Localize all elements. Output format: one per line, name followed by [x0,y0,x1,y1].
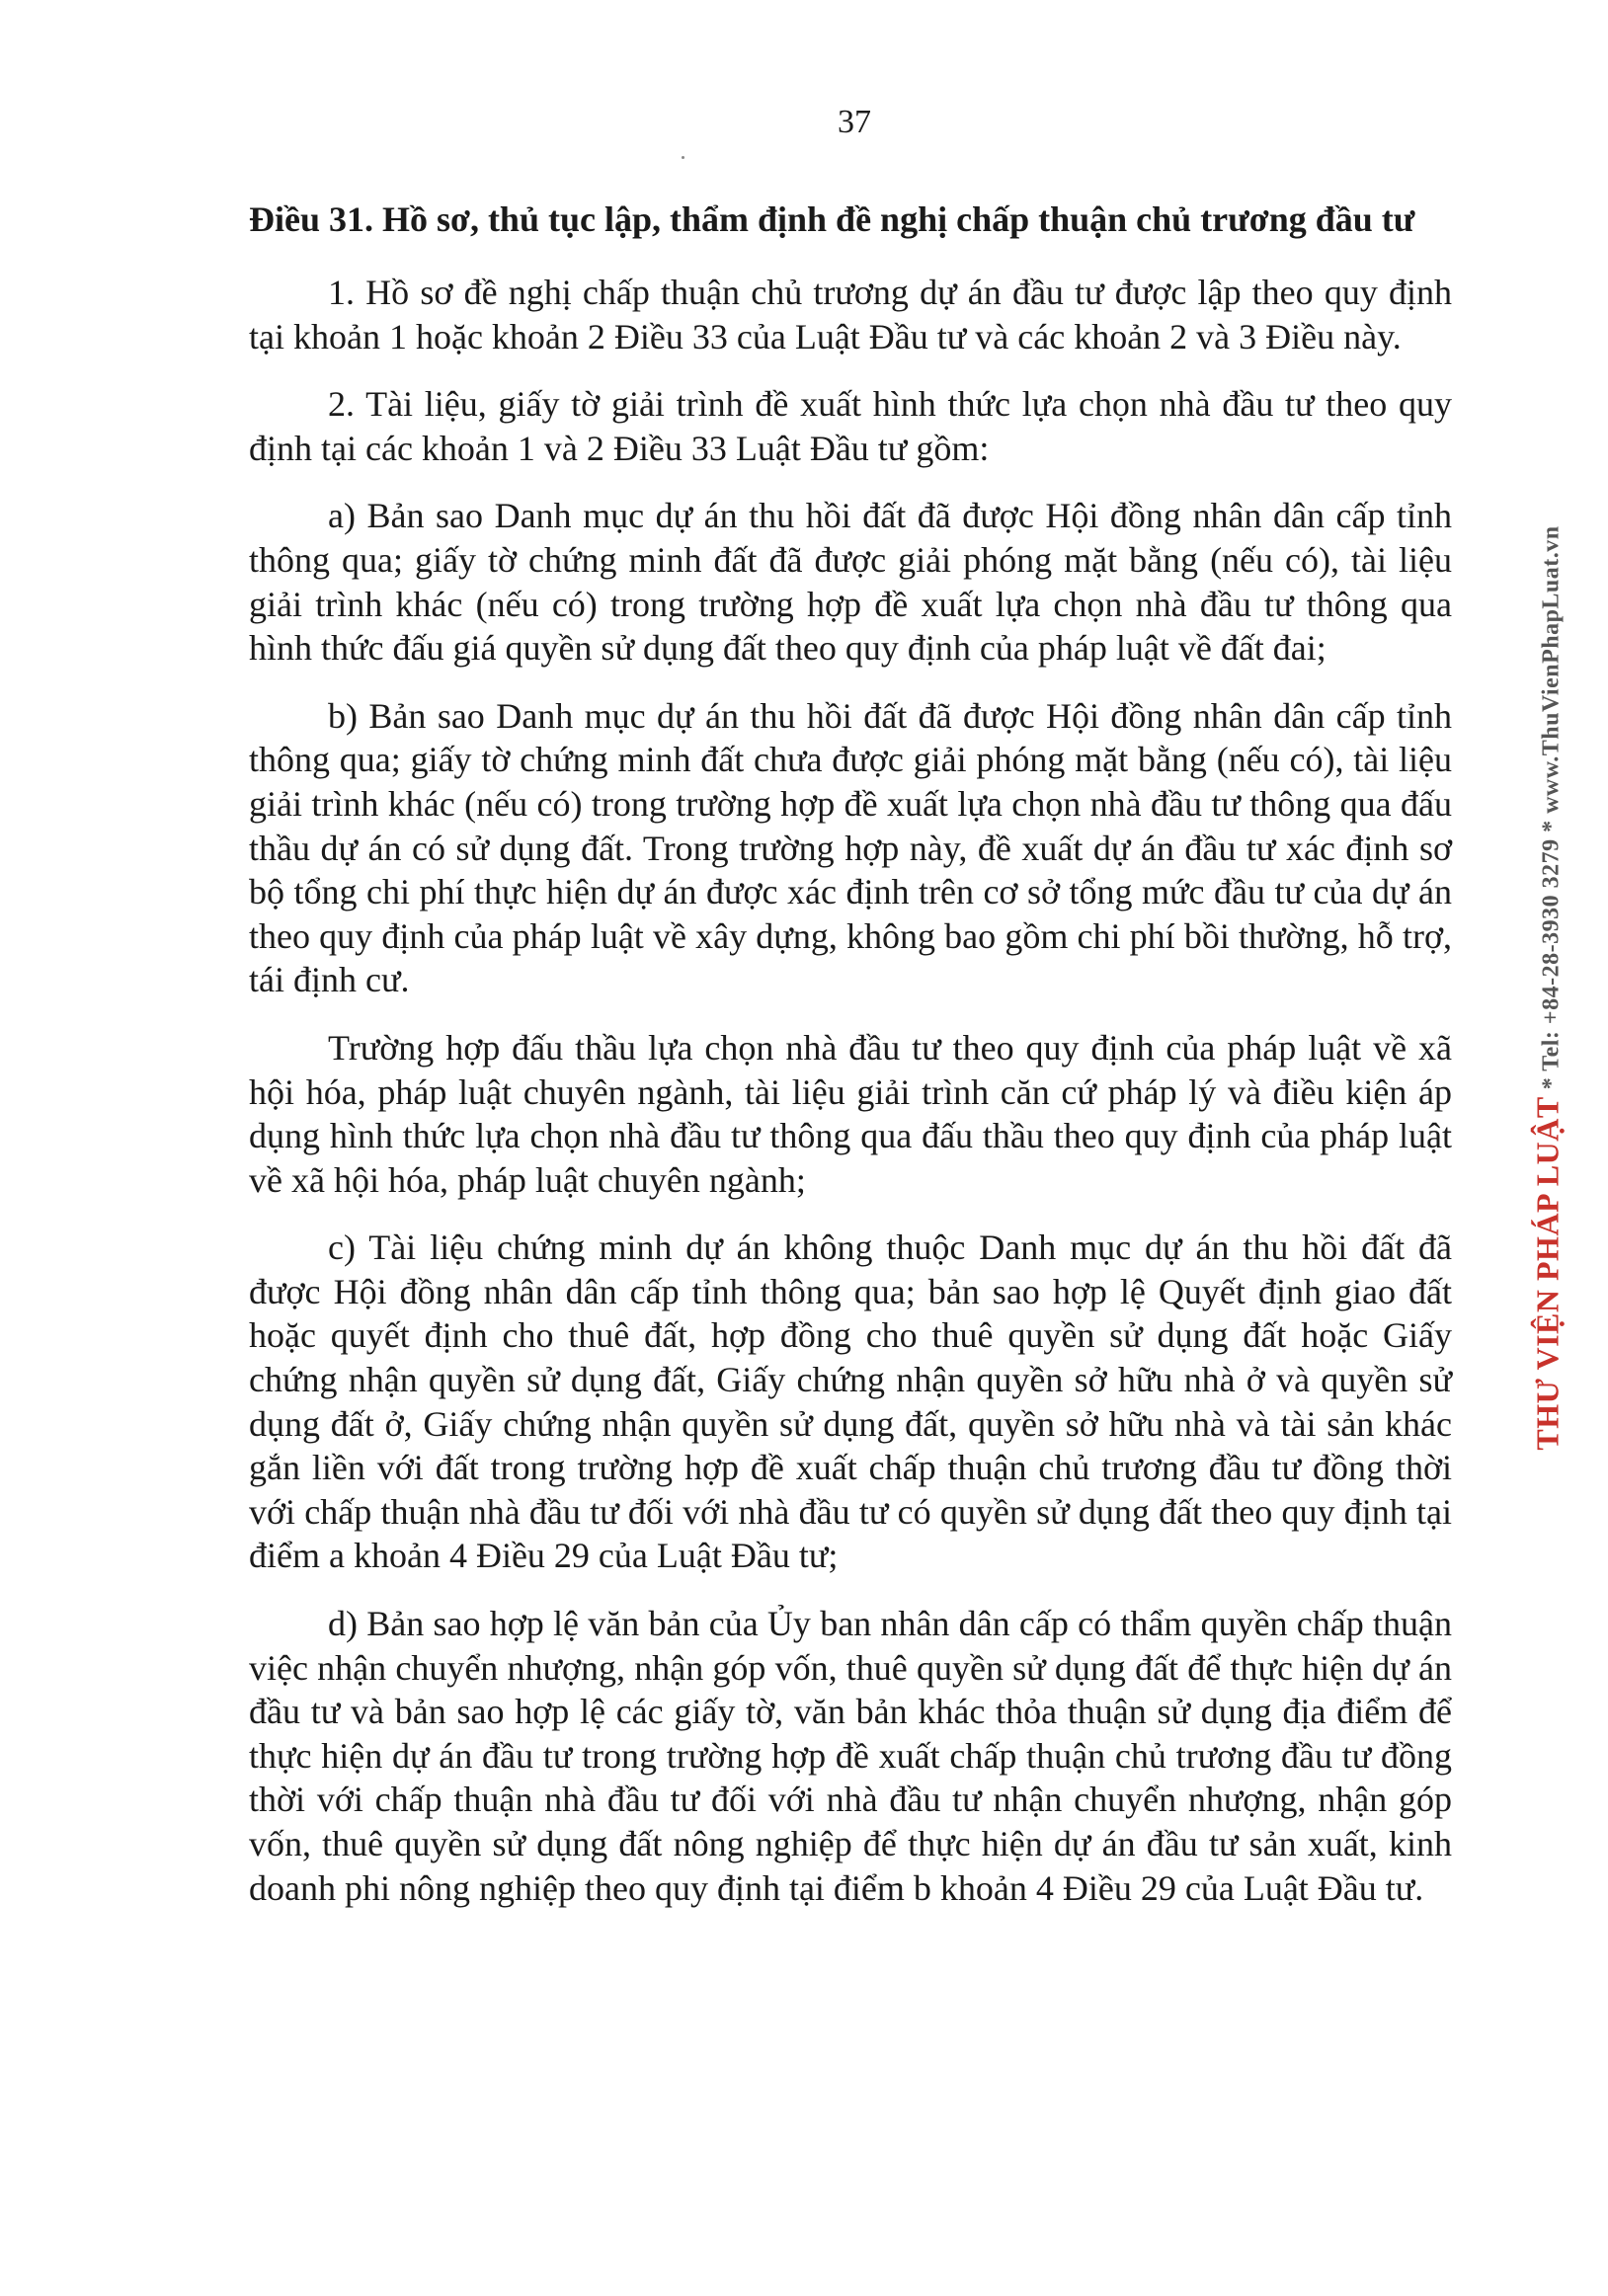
watermark-contact: * Tel: +84-28-3930 3279 * www.ThuVienPhapLuat.vn [1538,524,1565,1089]
article-title [249,198,1452,241]
document-body [249,198,1452,1934]
scan-speck [682,156,684,159]
page-number: 37 [838,104,871,140]
paragraph-2b: b) Bản sao Danh mục dự án thu hồi đất đã được Hội đồng nhân dân cấp tỉnh thông qua; giấy tờ chứng minh đất chưa được giải phóng mặt bằng (nếu có), tài liệu giải trình khác (nếu có) trong trường hợp đề xuất lựa chọn nhà đầu tư thông qua đấu thầu dự án có sử dụng đất. Trong trường hợp này, đề xuất dự án đầu tư xác định sơ bộ tổng chi phí thực hiện dự án được xác định trên cơ sở tổng mức đầu tư của dự án theo quy định của pháp luật về xây dựng, không bao gồm chi phí bồi thường, hỗ trợ, tái định cư. [249,695,1452,1000]
paragraph-2: 2. Tài liệu, giấy tờ giải trình đề xuất hình thức lựa chọn nhà đầu tư theo quy định tại các khoản 1 và 2 Điều 33 Luật Đầu tư gồm: [249,384,1452,468]
article-title-text: Điều 31. Hồ sơ, thủ tục lập, thẩm định đề nghị chấp thuận chủ trương đầu tư [249,199,1415,239]
watermark-text [1530,525,1567,1450]
paragraph-2a: a) Bản sao Danh mục dự án thu hồi đất đã được Hội đồng nhân dân cấp tỉnh thông qua; giấy tờ chứng minh đất đã được giải phóng mặt bằng (nếu có), tài liệu giải trình khác (nếu có) trong trường hợp đề xuất lựa chọn nhà đầu tư thông qua hình thức đấu giá quyền sử dụng đất theo quy định của pháp luật về đất đai; [249,496,1452,669]
paragraph-2c: c) Tài liệu chứng minh dự án không thuộc Danh mục dự án thu hồi đất đã được Hội đồng nhân dân cấp tỉnh thông qua; bản sao hợp lệ Quyết định giao đất hoặc quyết định cho thuê đất, hợp đồng cho thuê quyền sử dụng đất hoặc Giấy chứng nhận quyền sử dụng đất, Giấy chứng nhận quyền sở hữu nhà ở và quyền sử dụng đất ở, Giấy chứng nhận quyền sử dụng đất, quyền sở hữu nhà và tài sản khác gắn liền với đất trong trường hợp đề xuất chấp thuận chủ trương đầu tư đồng thời với chấp thuận nhà đầu tư đối với nhà đầu tư có quyền sử dụng đất theo quy định tại điểm a khoản 4 Điều 29 của Luật Đầu tư; [249,1227,1452,1576]
paragraph-1: 1. Hồ sơ đề nghị chấp thuận chủ trương dự án đầu tư được lập theo quy định tại khoản 1 hoặc khoản 2 Điều 33 của Luật Đầu tư và các khoản 2 và 3 Điều này. [249,273,1452,356]
watermark [1517,514,1578,1462]
watermark-brand: THƯ VIỆN PHÁP LUẬT [1529,1095,1566,1451]
paragraph-2d: d) Bản sao hợp lệ văn bản của Ủy ban nhân dân cấp có thẩm quyền chấp thuận việc nhận chuyển nhượng, nhận góp vốn, thuê quyền sử dụng đất để thực hiện dự án đầu tư và bản sao hợp lệ các giấy tờ, văn bản khác thỏa thuận sử dụng địa điểm để thực hiện dự án đầu tư trong trường hợp đề xuất chấp thuận chủ trương đầu tư đồng thời với chấp thuận nhà đầu tư đối với nhà đầu tư nhận chuyển nhượng, nhận góp vốn, thuê quyền sử dụng đất nông nghiệp để thực hiện dự án đầu tư sản xuất, kinh doanh phi nông nghiệp theo quy định tại điểm b khoản 4 Điều 29 của Luật Đầu tư. [249,1604,1452,1908]
paragraph-2b-case: Trường hợp đấu thầu lựa chọn nhà đầu tư theo quy định của pháp luật về xã hội hóa, pháp luật chuyên ngành, tài liệu giải trình căn cứ pháp lý và điều kiện áp dụng hình thức lựa chọn nhà đầu tư thông qua đấu thầu theo quy định của pháp luật về xã hội hóa, pháp luật chuyên ngành; [249,1027,1452,1200]
